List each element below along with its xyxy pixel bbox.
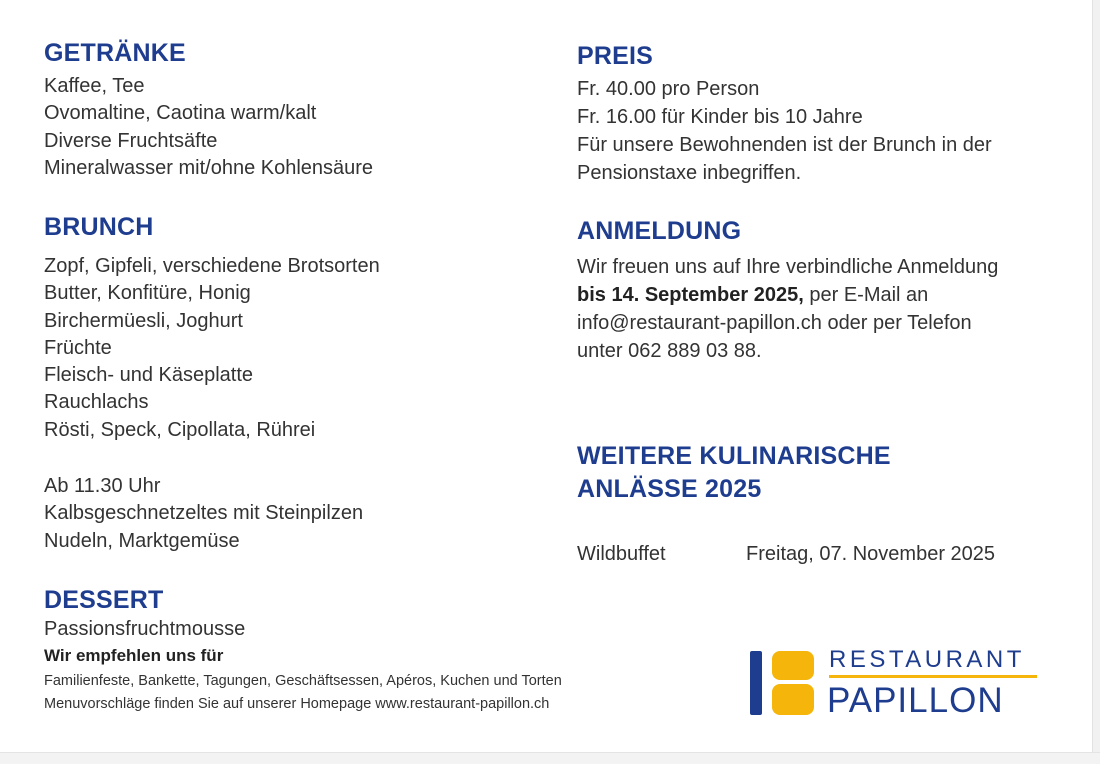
list-item: Passionsfruchtmousse <box>44 618 246 640</box>
list-item: Ovomaltine, Caotina warm/kalt <box>44 102 317 125</box>
event-name: Wildbuffet <box>577 543 666 565</box>
logo-wordmark-bottom: PAPILLON <box>827 681 1004 720</box>
restaurant-logo-icon <box>750 651 816 715</box>
registration-line-1: Wir freuen uns auf Ihre verbindliche Anmeldung <box>577 256 999 278</box>
list-item: Rösti, Speck, Cipollata, Rührei <box>44 418 316 441</box>
price-adult: Fr. 40.00 pro Person <box>577 78 760 100</box>
brunch-later-list <box>44 473 363 555</box>
events-heading-1: WEITERE KULINARISCHE <box>577 442 891 470</box>
event-date: Freitag, 07. November 2025 <box>746 543 996 565</box>
drinks-list <box>44 73 373 182</box>
page-bottom-edge <box>0 752 1100 764</box>
list-item: Fleisch- und Käseplatte <box>44 364 254 387</box>
dessert-list <box>44 616 245 643</box>
registration-text <box>577 253 998 365</box>
page-edge <box>1092 0 1100 763</box>
brunch-list <box>44 253 380 444</box>
recommend-services: Familienfeste, Bankette, Tagungen, Geschäftsessen, Apéros, Kuchen und Torten <box>44 673 562 689</box>
brunch-heading: BRUNCH <box>44 213 154 241</box>
price-child: Fr. 16.00 für Kinder bis 10 Jahre <box>577 106 863 128</box>
events-heading-2: ANLÄSSE 2025 <box>577 475 762 503</box>
list-item: Birchermüesli, Joghurt <box>44 309 243 332</box>
price-heading: PREIS <box>577 42 654 70</box>
logo-wordmark-top: RESTAURANT <box>829 646 1025 673</box>
price-note-2: Pensionstaxe inbegriffen. <box>577 162 802 184</box>
list-item: Butter, Konfitüre, Honig <box>44 282 251 305</box>
list-item: Diverse Fruchtsäfte <box>44 129 218 152</box>
list-item: Rauchlachs <box>44 391 149 414</box>
list-item: Zopf, Gipfeli, verschiedene Brotsorten <box>44 255 380 277</box>
list-item: Ab 11.30 Uhr <box>44 475 161 497</box>
list-item: Nudeln, Marktgemüse <box>44 529 240 552</box>
recommend-homepage: Menuvorschläge finden Sie auf unserer Homepage www.restaurant-papillon.ch <box>44 696 550 712</box>
list-item: Mineralwasser mit/ohne Kohlensäure <box>44 156 374 179</box>
recommend-heading: Wir empfehlen uns für <box>44 646 224 665</box>
registration-deadline: bis 14. September 2025, <box>577 284 804 306</box>
registration-heading: ANMELDUNG <box>577 217 742 245</box>
list-item: Früchte <box>44 336 112 359</box>
registration-phone: unter 062 889 03 88. <box>577 340 762 362</box>
registration-email: info@restaurant-papillon.ch oder per Telefon <box>577 312 972 334</box>
drinks-heading: GETRÄNKE <box>44 39 186 67</box>
list-item: Kalbsgeschnetzeltes mit Steinpilzen <box>44 502 364 525</box>
logo-divider <box>829 675 1037 678</box>
price-text <box>577 75 992 187</box>
registration-line-2 <box>577 281 998 309</box>
dessert-heading: DESSERT <box>44 586 164 614</box>
registration-line-2-rest: per E-Mail an <box>803 284 929 306</box>
price-note-1: Für unsere Bewohnenden ist der Brunch in der <box>577 134 992 156</box>
list-item: Kaffee, Tee <box>44 75 145 97</box>
